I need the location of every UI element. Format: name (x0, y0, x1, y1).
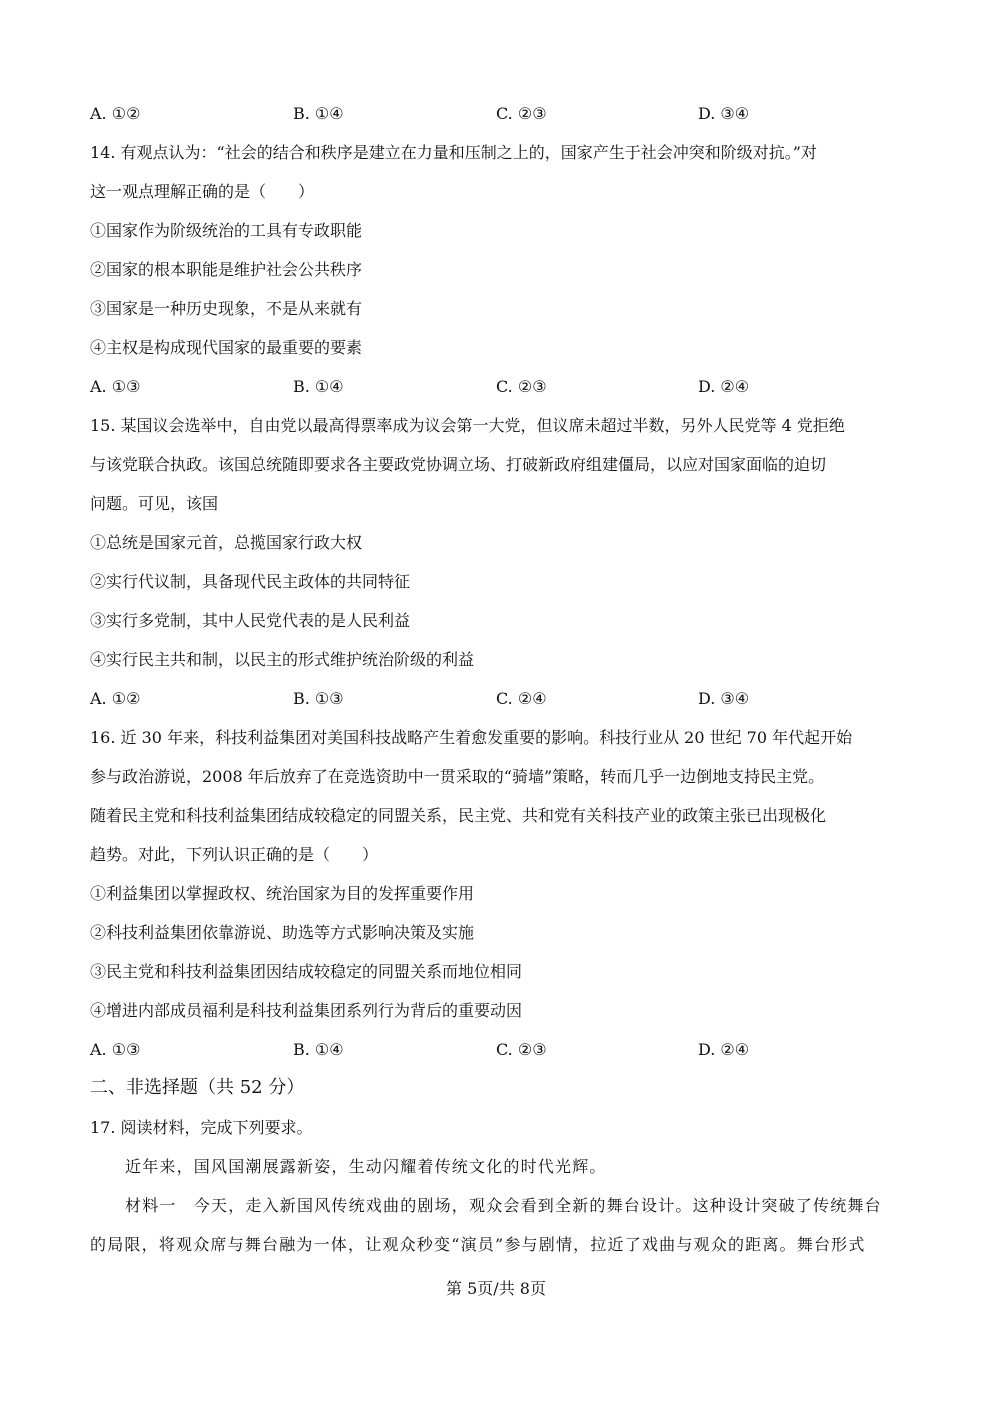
q16-stem-line1: 16. 近 30 年来，科技利益集团对美国科技战略产生着愈发重要的影响。科技行业从 20 世纪 70 年代起开始 (90, 728, 853, 747)
q16-stem-line4: 趋势。对此，下列认识正确的是（ ） (90, 845, 379, 864)
q15-item-3: ③实行多党制，其中人民党代表的是人民利益 (90, 611, 411, 630)
q16-options (90, 1040, 910, 1060)
q15-options (90, 689, 910, 709)
q16-item-2: ②科技利益集团依靠游说、助选等方式影响决策及实施 (90, 923, 475, 942)
q13-option-c: C. ②③ (496, 104, 547, 123)
q14-item-3: ③国家是一种历史现象，不是从来就有 (90, 299, 363, 318)
q14-option-d: D. ②④ (698, 377, 750, 396)
q15-item-1: ①总统是国家元首，总揽国家行政大权 (90, 533, 363, 552)
q17-intro: 近年来，国风国潮展露新姿，生动闪耀着传统文化的时代光辉。 (125, 1157, 607, 1176)
page-number: 第 5页/共 8页 (446, 1279, 546, 1298)
q15-stem-line2: 与该党联合执政。该国总统随即要求各主要政党协调立场、打破新政府组建僵局，以应对国家面临的迫切 (90, 455, 827, 474)
q14-option-a: A. ①③ (90, 377, 141, 396)
q14-options (90, 377, 910, 397)
q14-option-b: B. ①④ (293, 377, 344, 396)
q14-item-2: ②国家的根本职能是维护社会公共秩序 (90, 260, 363, 279)
q16-stem-line3: 随着民主党和科技利益集团结成较稳定的同盟关系，民主党、共和党有关科技产业的政策主张已出现极化 (90, 806, 827, 825)
q16-item-4: ④增进内部成员福利是科技利益集团系列行为背后的重要动因 (90, 1001, 523, 1020)
q15-option-a: A. ①② (90, 689, 141, 708)
q16-option-a: A. ①③ (90, 1040, 141, 1059)
q15-option-c: C. ②④ (496, 689, 547, 708)
q14-option-c: C. ②③ (496, 377, 547, 396)
q15-option-b: B. ①③ (293, 689, 344, 708)
q16-item-1: ①利益集团以掌握政权、统治国家为目的发挥重要作用 (90, 884, 475, 903)
q16-option-d: D. ②④ (698, 1040, 750, 1059)
q15-option-d: D. ③④ (698, 689, 750, 708)
q16-option-b: B. ①④ (293, 1040, 344, 1059)
q15-item-2: ②实行代议制，具备现代民主政体的共同特征 (90, 572, 411, 591)
q14-item-1: ①国家作为阶级统治的工具有专政职能 (90, 221, 363, 240)
q17-material1-line1: 材料一 今天，走入新国风传统戏曲的剧场，观众会看到全新的舞台设计。这种设计突破了传统舞台 (125, 1196, 882, 1215)
q14-stem-line1: 14. 有观点认为：“社会的结合和秩序是建立在力量和压制之上的，国家产生于社会冲突和阶级对抗。”对 (90, 143, 817, 162)
q17-stem: 17. 阅读材料，完成下列要求。 (90, 1118, 313, 1137)
q13-option-d: D. ③④ (698, 104, 750, 123)
q16-option-c: C. ②③ (496, 1040, 547, 1059)
q16-stem-line2: 参与政治游说，2008 年后放弃了在竞选资助中一贯采取的“骑墙”策略，转而几乎一边倒地支持民主党。 (90, 767, 825, 786)
q15-stem-line1: 15. 某国议会选举中，自由党以最高得票率成为议会第一大党，但议席未超过半数，另外人民党等 4 党拒绝 (90, 416, 845, 435)
q16-item-3: ③民主党和科技利益集团因结成较稳定的同盟关系而地位相同 (90, 962, 523, 981)
section-title: 二、非选择题（共 52 分） (90, 1077, 305, 1098)
q15-stem-line3: 问题。可见，该国 (90, 494, 219, 513)
q14-item-4: ④主权是构成现代国家的最重要的要素 (90, 338, 363, 357)
q15-item-4: ④实行民主共和制，以民主的形式维护统治阶级的利益 (90, 650, 475, 669)
q14-stem-line2: 这一观点理解正确的是（ ） (90, 182, 315, 201)
q17-material1-line2: 的局限，将观众席与舞台融为一体，让观众秒变“演员”参与剧情，拉近了戏曲与观众的距离。舞台形式 (90, 1235, 866, 1254)
q13-option-b: B. ①④ (293, 104, 344, 123)
q13-option-a: A. ①② (90, 104, 141, 123)
q13-options (90, 104, 910, 124)
